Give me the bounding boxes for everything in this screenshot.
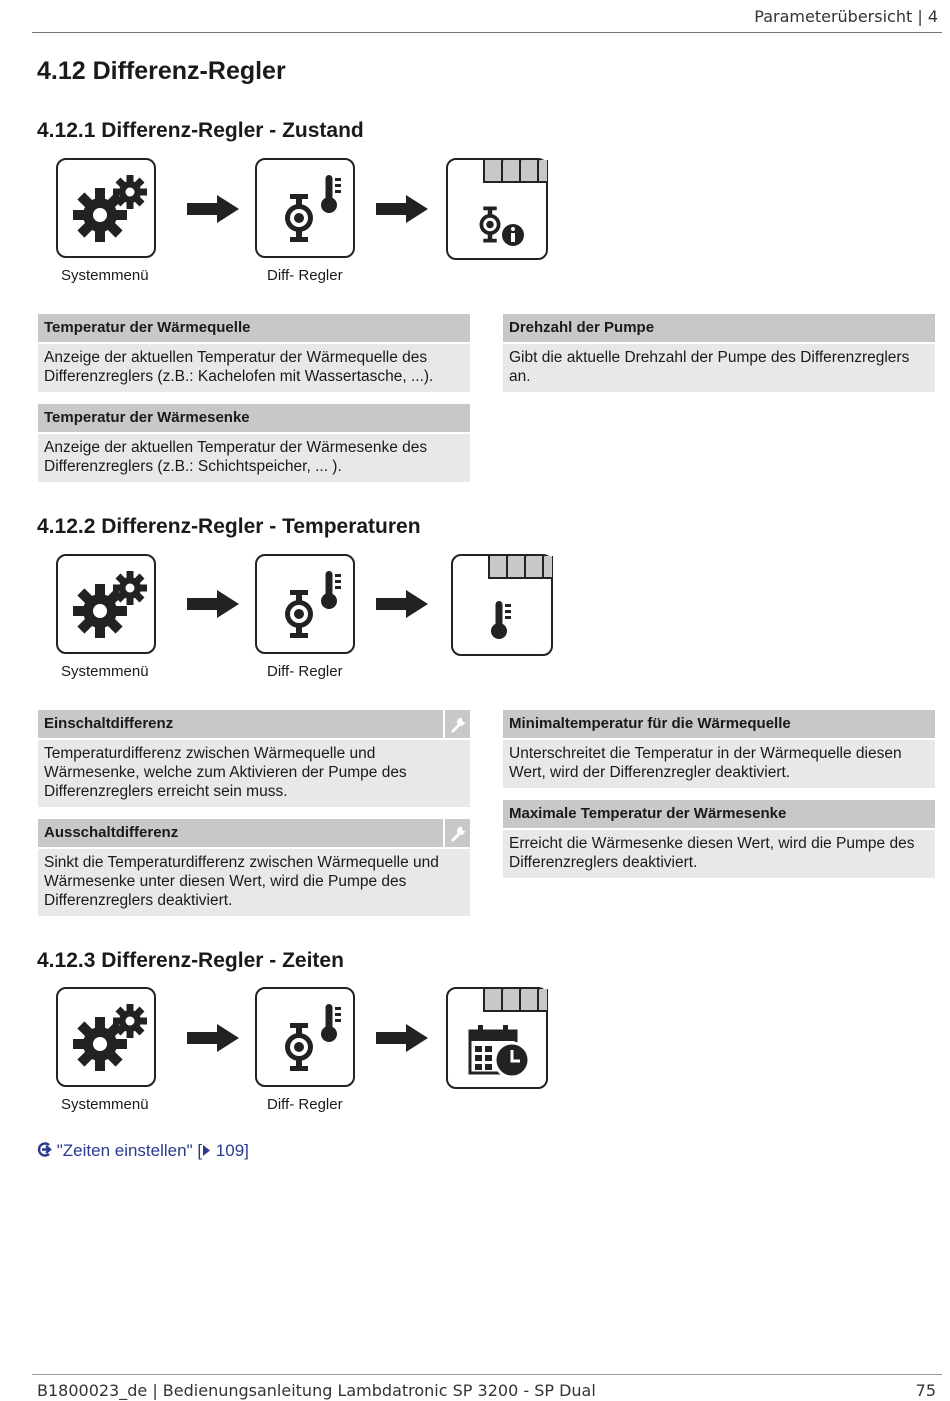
param-description: Erreicht die Wärmesenke diesen Wert, wird die Pumpe des Differenzreglers deaktiviert.	[503, 828, 935, 878]
param-box	[503, 710, 935, 788]
section-heading-zeiten: 4.12.3 Differenz-Regler - Zeiten	[37, 949, 344, 972]
section-heading-temperaturen: 4.12.2 Differenz-Regler - Temperaturen	[37, 515, 421, 538]
return-arrow-icon	[37, 1142, 52, 1157]
wrench-icon	[443, 819, 470, 847]
thermometer-icon	[451, 554, 553, 656]
breadcrumb-diff-regler: Diff- Regler	[267, 1096, 343, 1113]
param-title: Temperatur der Wärmequelle	[38, 314, 470, 342]
page-number: 75	[915, 1381, 936, 1400]
param-description: Sinkt die Temperaturdifferenz zwischen Wärmequelle und Wärmesenke unter diesen Wert, wird die Pumpe des Differenzreglers deaktiviert.	[38, 847, 470, 916]
arrow-right-icon	[376, 590, 428, 618]
param-description: Temperaturdifferenz zwischen Wärmequelle und Wärmesenke, welche zum Aktivieren der Pumpe des Differenzreglers erreicht sein muss.	[38, 738, 470, 807]
param-description: Unterschreitet die Temperatur in der Wärmequelle diesen Wert, wird der Differenzregler deaktiviert.	[503, 738, 935, 788]
breadcrumb-diff-regler: Diff- Regler	[267, 663, 343, 680]
link-text[interactable]: "Zeiten einstellen" [	[56, 1141, 203, 1160]
footer-divider	[32, 1374, 942, 1375]
triangle-right-icon	[202, 1144, 211, 1157]
param-description: Anzeige der aktuellen Temperatur der Wärmesenke des Differenzreglers (z.B.: Schichtspeicher, ... ).	[38, 432, 470, 482]
param-box	[38, 404, 470, 482]
param-title	[38, 710, 443, 738]
param-box	[503, 314, 935, 392]
chapter-title: 4.12 Differenz-Regler	[37, 57, 286, 85]
param-title: Minimaltemperatur für die Wärmequelle	[503, 710, 935, 738]
header-text: Parameterübersicht | 4	[754, 7, 938, 26]
breadcrumb-diff-regler: Diff- Regler	[267, 267, 343, 284]
arrow-right-icon	[187, 195, 239, 223]
arrow-right-icon	[376, 1024, 428, 1052]
param-box	[38, 710, 470, 807]
param-title-text: Ausschaltdifferenz	[44, 824, 179, 841]
section-heading-zustand: 4.12.1 Differenz-Regler - Zustand	[37, 119, 364, 142]
param-title: Temperatur der Wärmesenke	[38, 404, 470, 432]
link-page[interactable]: 109]	[211, 1141, 249, 1160]
footer-doc: B1800023_de | Bedienungsanleitung Lambdatronic SP 3200 - SP Dual	[37, 1381, 596, 1400]
arrow-right-icon	[187, 590, 239, 618]
param-box	[38, 314, 470, 392]
param-title: Maximale Temperatur der Wärmesenke	[503, 800, 935, 828]
calendar-clock-icon	[446, 987, 548, 1089]
gears-icon	[56, 158, 156, 258]
breadcrumb-systemmenu: Systemmenü	[61, 267, 149, 284]
param-title	[38, 819, 443, 847]
gears-icon	[56, 987, 156, 1087]
breadcrumb-systemmenu: Systemmenü	[61, 663, 149, 680]
gears-icon	[56, 554, 156, 654]
wrench-icon	[443, 710, 470, 738]
param-description: Anzeige der aktuellen Temperatur der Wärmequelle des Differenzreglers (z.B.: Kachelofen mit Wassertasche, ...).	[38, 342, 470, 392]
pump-thermometer-icon	[255, 158, 355, 258]
pump-info-icon	[446, 158, 548, 260]
param-title: Drehzahl der Pumpe	[503, 314, 935, 342]
param-box	[503, 800, 935, 878]
pump-thermometer-icon	[255, 554, 355, 654]
arrow-right-icon	[187, 1024, 239, 1052]
breadcrumb-systemmenu: Systemmenü	[61, 1096, 149, 1113]
param-box	[38, 819, 470, 916]
header-divider	[32, 32, 942, 33]
pump-thermometer-icon	[255, 987, 355, 1087]
cross-reference-link[interactable]	[37, 1141, 249, 1161]
arrow-right-icon	[376, 195, 428, 223]
param-title-text: Einschaltdifferenz	[44, 715, 174, 732]
param-description: Gibt die aktuelle Drehzahl der Pumpe des Differenzreglers an.	[503, 342, 935, 392]
